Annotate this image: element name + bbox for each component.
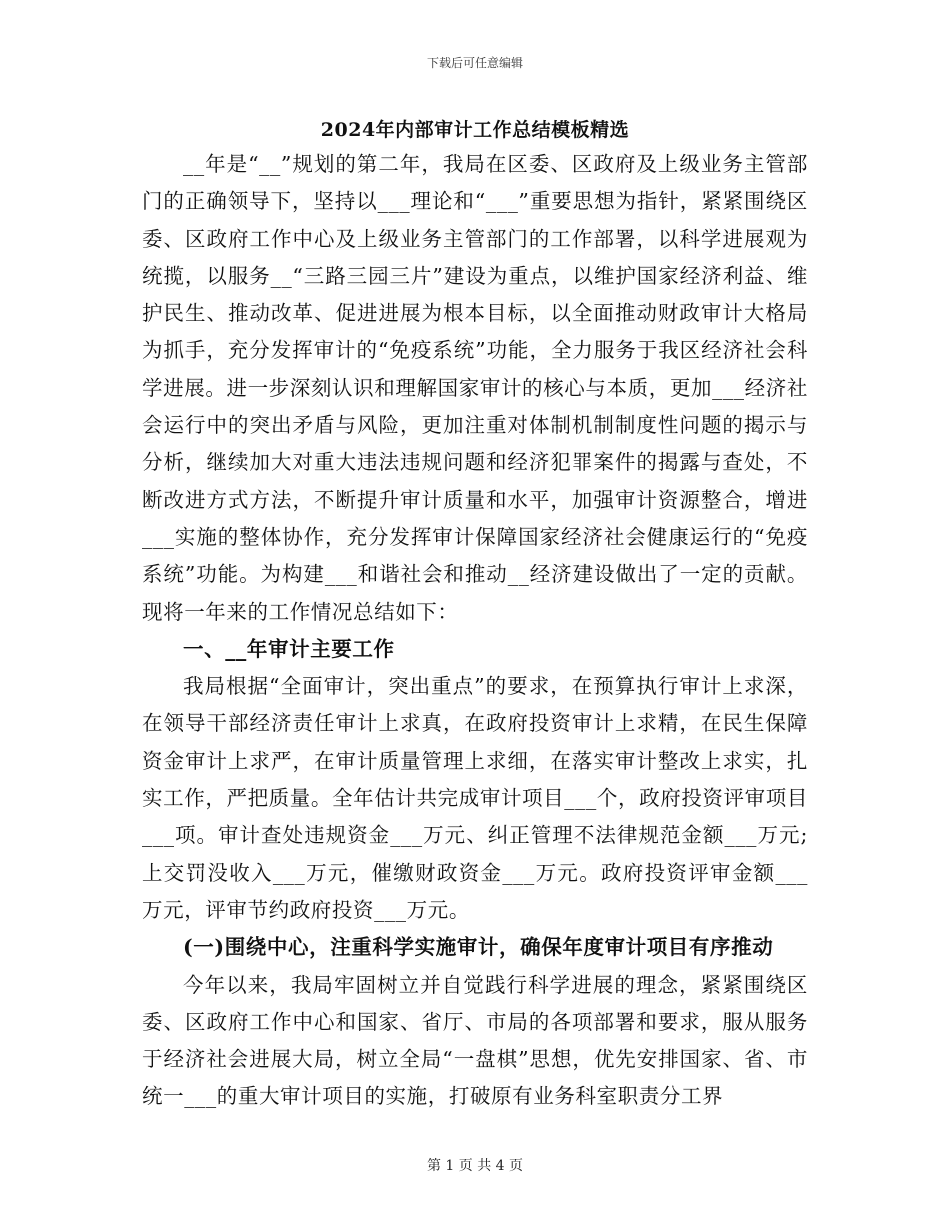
header-note: 下载后可任意编辑: [426, 56, 523, 70]
document-title: 2024年内部审计工作总结模板精选: [320, 119, 630, 141]
document-body: [142, 146, 808, 1116]
subsection-heading-1: (一)围绕中心，注重科学实施审计，确保年度审计项目有序推动: [183, 935, 774, 960]
intro-paragraph: __年是“__”规划的第二年，我局在区委、区政府及上级业务主管部门的正确领导下，坚持以___理论和“___”重要思想为指针，紧紧围绕区委、区政府工作中心及上级业务主管部门的工作部署，以科学进展观为统揽，以服务__“三路三园三片”建设为重点，以维护国家经济利益、维护民生、推动改革、促进进展为根本目标，以全面推动财政审计大格局为抓手，充分发挥审计的“免疫系统”功能，全力服务于我区经济社会科学进展。进一步深刻认识和理解国家审计的核心与本质，更加___经济社会运行中的突出矛盾与风险，更加注重对体制机制制度性问题的揭示与分析，继续加大对重大违法违规问题和经济犯罪案件的揭露与查处，不断改进方式方法，不断提升审计质量和水平，加强审计资源整合，增进___实施的整体协作，充分发挥审计保障国家经济社会健康运行的“免疫系统”功能。为构建___和谐社会和推动__经济建设做出了一定的贡献。现将一年来的工作情况总结如下：: [142, 152, 808, 624]
section-heading-1: 一、__年审计主要工作: [183, 636, 395, 661]
section-1-paragraph: 我局根据“全面审计，突出重点”的要求，在预算执行审计上求深，在领导干部经济责任审计上求真，在政府投资审计上求精，在民生保障资金审计上求严，在审计质量管理上求细，在落实审计整改上求实，扎实工作，严把质量。全年估计共完成审计项目___个，政府投资评审项目___项。审计查处违规资金___万元、纠正管理不法律规范金额___万元;上交罚没收入___万元，催缴财政资金___万元。政府投资评审金额___万元，评审节约政府投资___万元。: [142, 674, 808, 922]
subsection-1-paragraph: 今年以来，我局牢固树立并自觉践行科学进展的理念，紧紧围绕区委、区政府工作中心和国家、省厅、市局的各项部署和要求，服从服务于经济社会进展大局，树立全局“一盘棋”思想，优先安排国家、省、市统一___的重大审计项目的实施，打破原有业务科室职责分工界: [142, 972, 808, 1109]
page-footer: 第 1 页 共 4 页: [426, 1158, 524, 1174]
